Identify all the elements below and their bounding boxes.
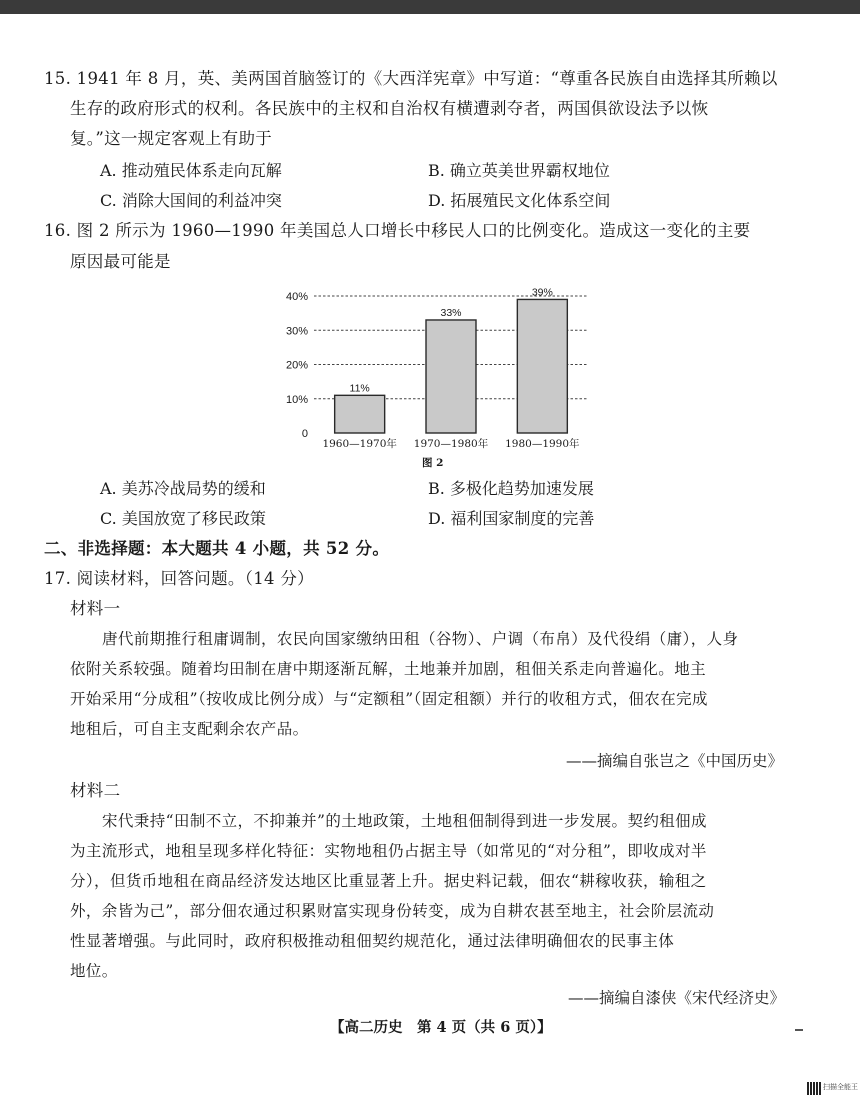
material2-label: 材料二 [70,781,121,800]
material2-line-4: 外，余皆为己”，部分佃农通过积累财富实现身份转变，成为自耕农甚至地主，社会阶层流动 [70,902,715,920]
page-top-edge [0,0,860,14]
material2-line-6: 地位。 [70,962,118,980]
q17-title: 17. 阅读材料，回答问题。（14 分） [44,569,314,588]
qr-code-icon [807,1082,821,1095]
q15-option-c: C. 消除大国间的利益冲突 [100,191,282,210]
scanner-watermark: 扫描全能王 [823,1083,858,1091]
bar [335,395,385,433]
y-tick-label: 30% [285,325,308,338]
material1-line-2: 依附关系较强。随着均田制在唐中期逐渐瓦解，土地兼并加剧，租佃关系走向普遍化。地主 [70,660,707,678]
q15-stem-line-1: 15. 1941 年 8 月，英、美两国首脑签订的《大西洋宪章》中写道：“尊重各民族自由选择其所赖以 [44,69,778,88]
q16-option-a: A. 美苏冷战局势的缓和 [100,479,266,498]
y-tick-label: 10% [285,393,308,406]
material2-line-3: 分），但货币地租在商品经济发达地区比重显著上升。据史料记载，佃农“耕稼收获，输租之 [70,872,707,890]
data-label: 11% [349,382,370,395]
q15-option-d: D. 拓展殖民文化体系空间 [428,191,611,210]
material1-label: 材料一 [70,599,121,618]
material1-source: ——摘编自张岂之《中国历史》 [566,752,784,770]
x-tick-label: 1980—1990年 [505,438,580,450]
material1-line-4: 地租后，可自主支配剩余农产品。 [70,720,309,738]
q15-stem-line-3: 复。”这一规定客观上有助于 [70,129,273,148]
figure-caption: 图 2 [422,457,444,469]
x-tick-label: 1970—1980年 [413,438,489,450]
material2-line-1: 宋代秉持“田制不立，不抑兼并”的土地政策，土地租佃制得到进一步发展。契约租佃成 [102,812,707,830]
data-label: 33% [440,306,462,319]
y-tick-label: 40% [285,291,308,303]
y-tick-label: 20% [285,359,308,372]
scan-mark [795,1029,803,1031]
q16-option-b: B. 多极化趋势加速发展 [428,479,594,498]
material1-line-3: 开始采用“分成租”（按收成比例分成）与“定额租”（固定租额）并行的收租方式，佃农在完成 [70,690,708,708]
q16-option-d: D. 福利国家制度的完善 [428,509,595,528]
x-tick-label: 1960—1970年 [322,438,397,450]
page-footer: 【高二历史 第 4 页（共 6 页）】 [330,1019,552,1036]
q16-stem-line-2: 原因最可能是 [70,252,171,271]
y-tick-label: 0 [301,428,308,440]
q16-stem-line-1: 16. 图 2 所示为 1960—1990 年美国总人口增长中移民人口的比例变化。造成这一变化的主要 [44,221,751,240]
bar [426,320,476,433]
material1-line-1: 唐代前期推行租庸调制，农民向国家缴纳田租（谷物）、户调（布帛）及代役绢（庸），人身 [102,630,739,648]
immigration-bar-chart [276,278,596,453]
material2-line-5: 性显著增强。与此同时，政府积极推动租佃契约规范化，通过法律明确佃农的民事主体 [70,932,675,950]
material2-line-2: 为主流形式，地租呈现多样化特征：实物地租仍占据主导（如常见的“对分租”，即收成对半 [70,842,707,860]
q15-option-b: B. 确立英美世界霸权地位 [428,161,610,180]
bar [517,299,567,433]
material2-source: ——摘编自漆侠《宋代经济史》 [568,989,786,1007]
q15-stem-line-2: 生存的政府形式的权利。各民族中的主权和自治权有横遭剥夺者，两国俱欲设法予以恢 [70,99,709,118]
data-label: 39% [531,286,553,299]
q15-option-a: A. 推动殖民体系走向瓦解 [100,161,282,180]
section2-heading: 二、非选择题：本大题共 4 小题，共 52 分。 [44,539,390,558]
q16-option-c: C. 美国放宽了移民政策 [100,509,266,528]
